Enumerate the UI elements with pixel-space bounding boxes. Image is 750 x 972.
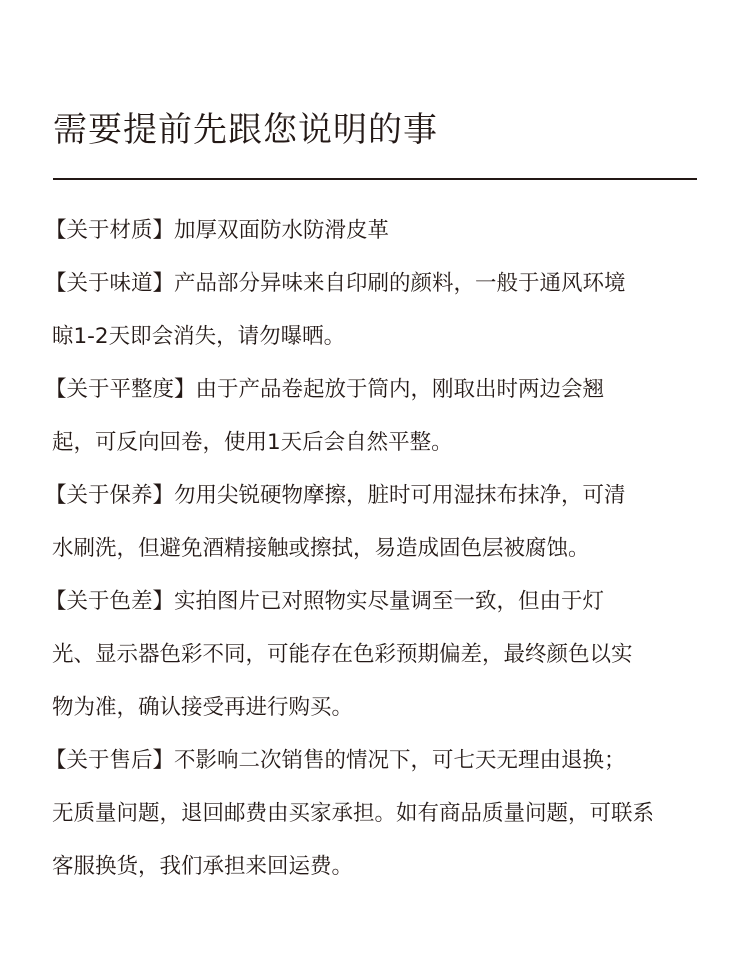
notes-list	[45, 204, 700, 893]
note-care	[45, 469, 700, 575]
note-line: 晾1-2天即会消失，请勿曝晒。	[52, 324, 346, 349]
note-color-difference	[45, 575, 700, 734]
note-smell	[45, 257, 700, 363]
page-title: 需要提前先跟您说明的事	[53, 110, 438, 150]
note-line: 光、显示器色彩不同，可能存在色彩预期偏差，最终颜色以实	[52, 642, 633, 667]
note-line: 【关于平整度】由于产品卷起放于筒内，刚取出时两边会翘	[45, 377, 605, 402]
note-line: 客服换货，我们承担来回运费。	[52, 854, 354, 879]
note-line: 【关于保养】勿用尖锐硬物摩擦，脏时可用湿抹布抹净，可清	[45, 483, 626, 508]
note-line: 【关于味道】产品部分异味来自印刷的颜料，一般于通风环境	[45, 271, 626, 296]
note-line: 物为准，确认接受再进行购买。	[52, 695, 354, 720]
note-line: 起，可反向回卷，使用1天后会自然平整。	[52, 430, 453, 455]
note-line: 无质量问题，退回邮费由买家承担。如有商品质量问题，可联系	[52, 801, 655, 826]
note-line: 【关于售后】不影响二次销售的情况下，可七天无理由退换；	[45, 748, 626, 773]
note-after-sales	[45, 734, 700, 893]
note-line: 水刷洗，但避免酒精接触或擦拭，易造成固色层被腐蚀。	[52, 536, 590, 561]
note-flatness	[45, 363, 700, 469]
note-material	[45, 204, 700, 257]
note-line: 【关于色差】实拍图片已对照物实尽量调至一致，但由于灯	[45, 589, 605, 614]
note-line: 【关于材质】加厚双面防水防滑皮革	[45, 218, 390, 243]
title-divider	[53, 178, 697, 180]
